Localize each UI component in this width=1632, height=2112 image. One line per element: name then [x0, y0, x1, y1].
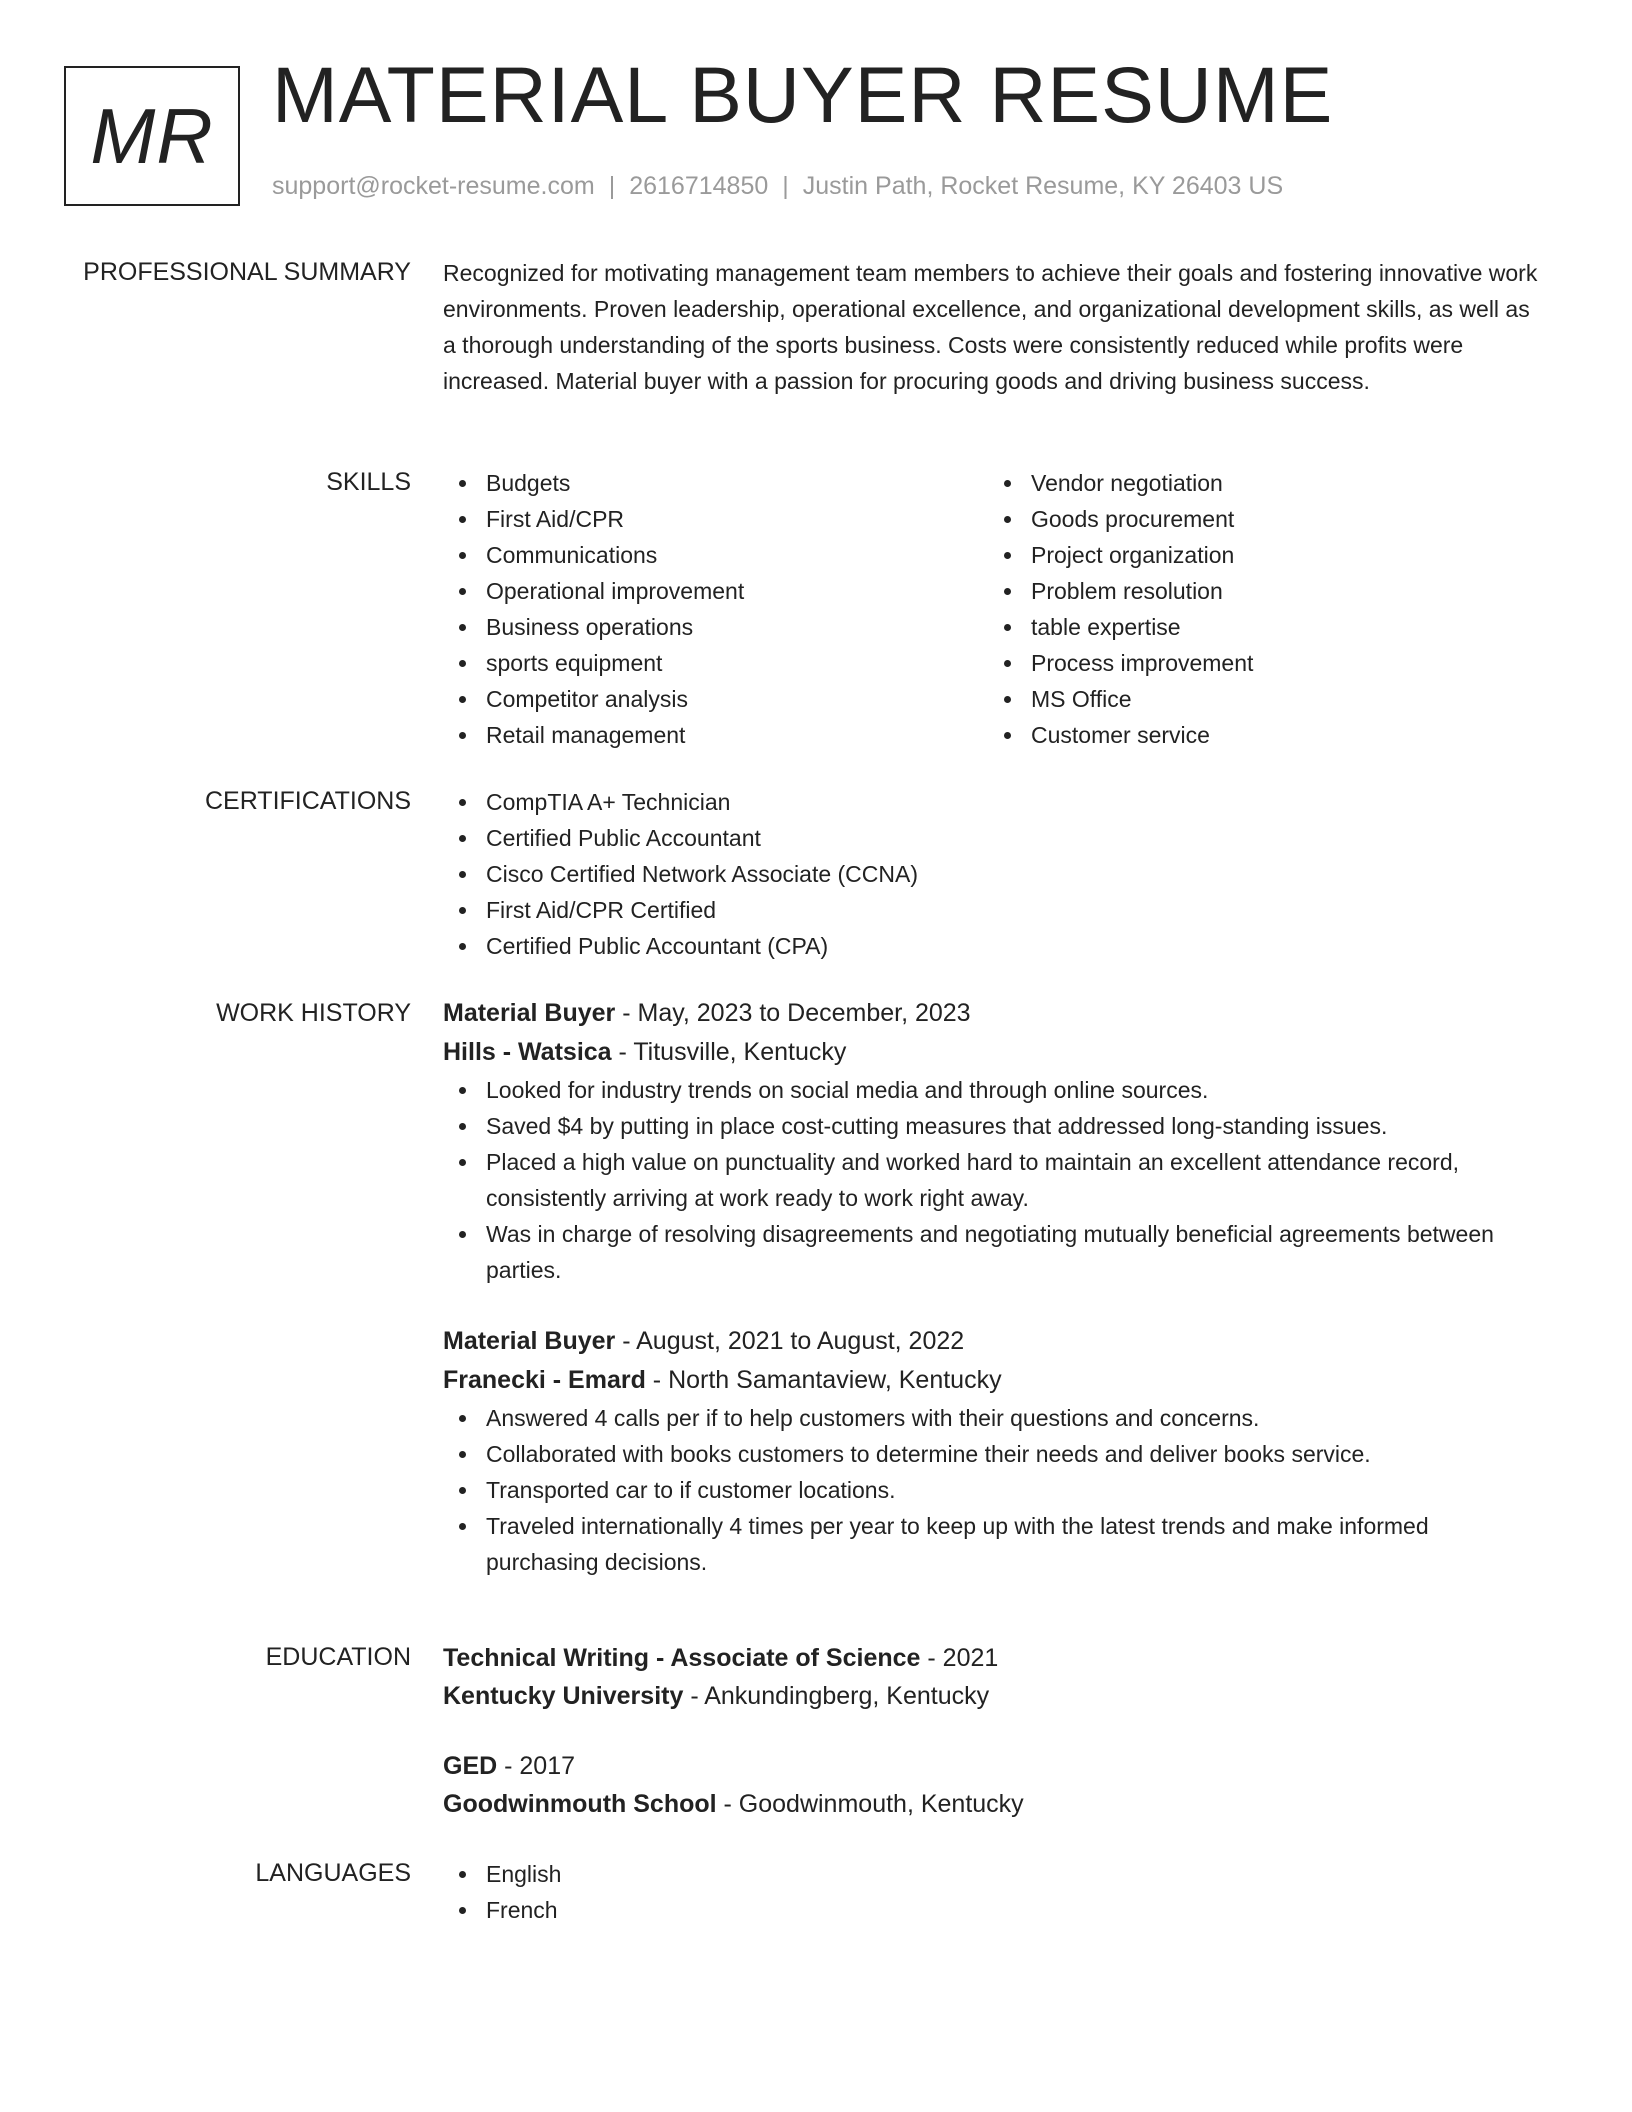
list-item: Saved $4 by putting in place cost-cutting measures that addressed long-standing issues. — [443, 1108, 1543, 1144]
list-item: Placed a high value on punctuality and worked hard to maintain an excellent attendance record, consistently arriving at work ready to work right away. — [443, 1144, 1543, 1216]
job-title: Material Buyer — [443, 1327, 616, 1355]
list-item: Competitor analysis — [443, 681, 988, 717]
education-school-line — [443, 1677, 1543, 1715]
list-item: Answered 4 calls per if to help customers with their questions and concerns. — [443, 1400, 1543, 1436]
list-item: Was in charge of resolving disagreements and negotiating mutually beneficial agreements between parties. — [443, 1216, 1543, 1288]
contact-address: Justin Path, Rocket Resume, KY 26403 US — [802, 172, 1284, 200]
list-item: sports equipment — [443, 645, 988, 681]
list-item: Business operations — [443, 609, 988, 645]
list-item: Goods procurement — [988, 501, 1488, 537]
contact-email[interactable]: support@rocket-resume.com — [272, 172, 595, 200]
job-entry — [443, 994, 1543, 1288]
job-title: Material Buyer — [443, 999, 616, 1027]
list-item: Problem resolution — [988, 573, 1488, 609]
list-item: Customer service — [988, 717, 1488, 753]
skills-grid — [443, 465, 1543, 753]
list-item: table expertise — [988, 609, 1488, 645]
job-title-line — [443, 1322, 1543, 1361]
education-body — [443, 1639, 1543, 1823]
list-item: Traveled internationally 4 times per year to keep up with the latest trends and make informed purchasing decisions. — [443, 1508, 1543, 1580]
list-item: Project organization — [988, 537, 1488, 573]
job-company: Franecki - Emard — [443, 1366, 646, 1394]
education-degree: Technical Writing - Associate of Science — [443, 1644, 921, 1672]
education-degree: GED — [443, 1752, 498, 1780]
list-item: First Aid/CPR Certified — [443, 892, 1543, 928]
job-location: - Titusville, Kentucky — [611, 1038, 847, 1066]
skills-heading: SKILLS — [326, 468, 411, 496]
certifications-body — [443, 784, 1543, 964]
list-item: CompTIA A+ Technician — [443, 784, 1543, 820]
list-item: Certified Public Accountant — [443, 820, 1543, 856]
summary-text: Recognized for motivating management team members to achieve their goals and fostering innovative work environments. Proven leadership, operational excellence, and organizational development skills, as well as a thorough understanding of the sports business. Costs were consistently reduced while profits were increased. Material buyer with a passion for procuring goods and driving business success. — [443, 260, 1538, 394]
certifications-heading: CERTIFICATIONS — [204, 787, 411, 815]
work-history-body — [443, 994, 1543, 1580]
list-item: Looked for industry trends on social media and through online sources. — [443, 1072, 1543, 1108]
list-item: Certified Public Accountant (CPA) — [443, 928, 1543, 964]
job-dates: - May, 2023 to December, 2023 — [615, 999, 971, 1027]
job-location: - North Samantaview, Kentucky — [645, 1366, 1002, 1394]
education-entry — [443, 1639, 1543, 1715]
education-location: - Goodwinmouth, Kentucky — [716, 1790, 1024, 1818]
list-item: First Aid/CPR — [443, 501, 988, 537]
list-item: English — [443, 1856, 1543, 1892]
languages-heading: LANGUAGES — [255, 1859, 411, 1887]
list-item: Communications — [443, 537, 988, 573]
education-school: Goodwinmouth School — [443, 1790, 717, 1818]
job-company: Hills - Watsica — [443, 1038, 612, 1066]
list-item: French — [443, 1892, 1543, 1928]
education-school-line — [443, 1785, 1543, 1823]
list-item: MS Office — [988, 681, 1488, 717]
contact-line — [272, 172, 1283, 201]
summary-heading: PROFESSIONAL SUMMARY — [83, 258, 411, 286]
skills-list-left — [443, 465, 988, 753]
list-item: Vendor negotiation — [988, 465, 1488, 501]
education-year: - 2021 — [920, 1644, 999, 1672]
list-item: Budgets — [443, 465, 988, 501]
contact-separator: | — [782, 172, 789, 200]
job-entry — [443, 1322, 1543, 1580]
job-company-line — [443, 1361, 1543, 1400]
monogram-initials: MR — [90, 91, 214, 180]
languages-body — [443, 1856, 1543, 1928]
job-dates: - August, 2021 to August, 2022 — [615, 1327, 965, 1355]
contact-separator: | — [608, 172, 616, 200]
list-item: Process improvement — [988, 645, 1488, 681]
work-history-heading: WORK HISTORY — [216, 999, 411, 1027]
job-bullets — [443, 1400, 1543, 1580]
summary-body — [443, 255, 1543, 399]
education-heading: EDUCATION — [265, 1643, 411, 1671]
skills-body — [443, 465, 1543, 753]
monogram-box — [64, 66, 240, 206]
certifications-list — [443, 784, 1543, 964]
job-bullets — [443, 1072, 1543, 1288]
education-location: - Ankundingberg, Kentucky — [683, 1682, 990, 1710]
languages-list — [443, 1856, 1543, 1928]
education-entry — [443, 1747, 1543, 1823]
list-item: Retail management — [443, 717, 988, 753]
education-degree-line — [443, 1747, 1543, 1785]
list-item: Collaborated with books customers to determine their needs and deliver books service. — [443, 1436, 1543, 1472]
education-year: - 2017 — [497, 1752, 576, 1780]
education-degree-line — [443, 1639, 1543, 1677]
education-school: Kentucky University — [443, 1682, 684, 1710]
list-item: Operational improvement — [443, 573, 988, 609]
skills-list-right — [988, 465, 1488, 753]
resume-title: MATERIAL BUYER RESUME — [272, 50, 1334, 139]
list-item: Cisco Certified Network Associate (CCNA) — [443, 856, 1543, 892]
contact-phone[interactable]: 2616714850 — [629, 172, 769, 200]
list-item: Transported car to if customer locations. — [443, 1472, 1543, 1508]
job-company-line — [443, 1033, 1543, 1072]
job-title-line — [443, 994, 1543, 1033]
